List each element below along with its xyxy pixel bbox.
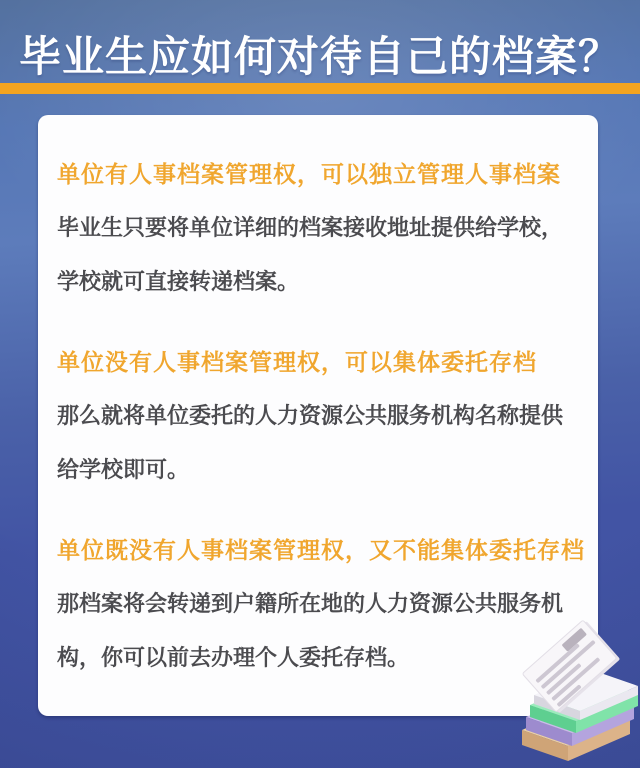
section-body: 那么就将单位委托的人力资源公共服务机构名称提供给学校即可。	[57, 404, 564, 483]
orange-divider-bar	[0, 83, 640, 94]
page-title: 毕业生应如何对待自己的档案？	[18, 32, 621, 81]
section-unit-no-archive-rights	[57, 348, 579, 498]
section-heading: 单位既没有人事档案管理权，又不能集体委托存档	[57, 538, 585, 564]
section-body: 那档案将会转递到户籍所在地的人力资源公共服务机构，你可以前去办理个人委托存档。	[57, 592, 564, 671]
section-unit-has-archive-rights	[57, 160, 579, 310]
section-body: 毕业生只要将单位详细的档案接收地址提供给学校，学校就可直接转递档案。	[57, 216, 564, 295]
stacked-books-illustration	[476, 598, 640, 768]
section-heading: 单位没有人事档案管理权，可以集体委托存档	[57, 350, 537, 376]
section-heading: 单位有人事档案管理权，可以独立管理人事档案	[57, 162, 561, 188]
